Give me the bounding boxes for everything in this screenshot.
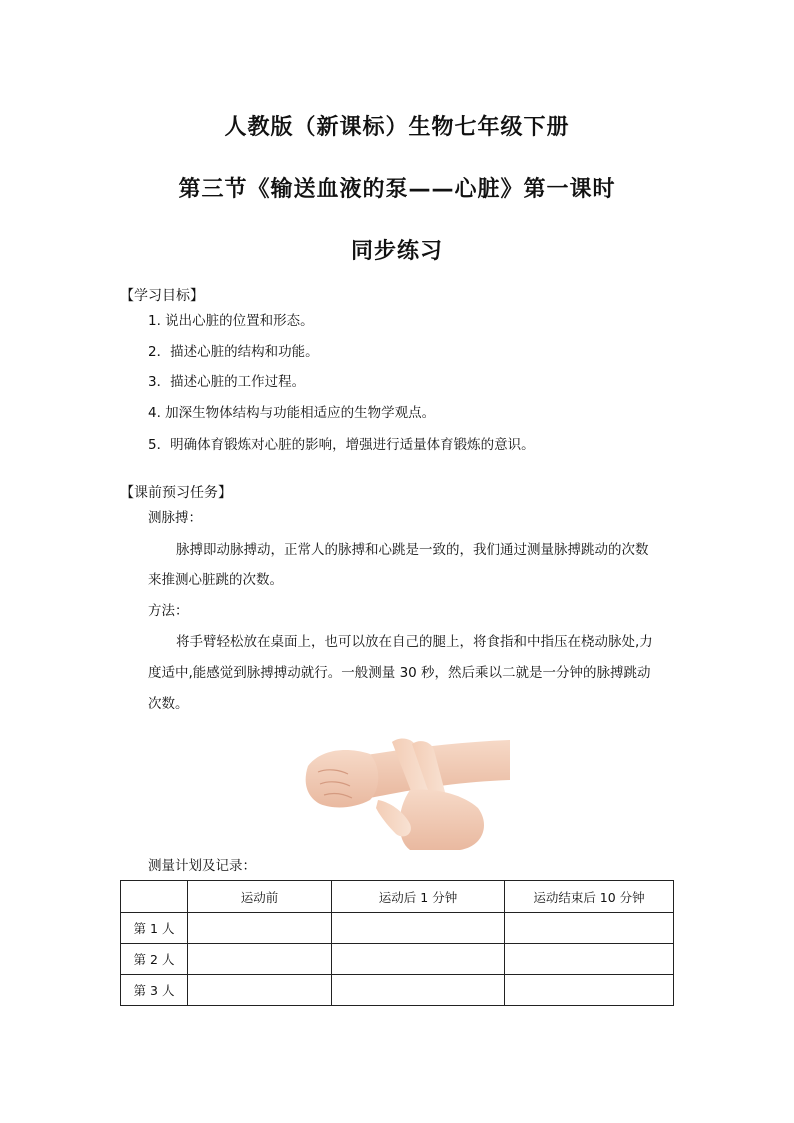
row-label: 第 2 人 — [121, 944, 188, 975]
pulse-text: 脉搏即动脉搏动，正常人的脉搏和心跳是一致的，我们通过测量脉搏跳动的次数 — [176, 542, 649, 558]
header-cell: 运动结束后 10 分钟 — [505, 881, 674, 913]
record-cell[interactable] — [188, 975, 332, 1006]
table-row — [121, 913, 674, 944]
objective-item: 1. 说出心脏的位置和形态。 — [148, 313, 314, 329]
row-label: 第 1 人 — [121, 913, 188, 944]
objective-item: 4. 加深生物体结构与功能相适应的生物学观点。 — [148, 405, 436, 421]
table-header-row — [121, 881, 674, 913]
record-cell[interactable] — [332, 975, 505, 1006]
header-cell — [121, 881, 188, 913]
pulse-label: 测脉搏： — [148, 510, 202, 526]
record-cell[interactable] — [332, 944, 505, 975]
document-title: 人教版（新课标）生物七年级下册 — [224, 115, 570, 140]
table-row — [121, 944, 674, 975]
measurement-record-table — [120, 880, 674, 1006]
pulse-text: 来推测心脏跳的次数。 — [148, 572, 283, 588]
record-cell[interactable] — [188, 944, 332, 975]
record-cell[interactable] — [505, 913, 674, 944]
preview-heading: 【课前预习任务】 — [120, 485, 232, 501]
record-cell[interactable] — [332, 913, 505, 944]
record-cell[interactable] — [505, 944, 674, 975]
method-text: 度适中,能感觉到脉搏搏动就行。一般测量 30 秒，然后乘以二就是一分钟的脉搏跳动 — [148, 665, 651, 681]
record-cell[interactable] — [505, 975, 674, 1006]
record-cell[interactable] — [188, 913, 332, 944]
objective-item: 2．描述心脏的结构和功能。 — [148, 344, 319, 360]
header-cell: 运动后 1 分钟 — [332, 881, 505, 913]
method-label: 方法： — [148, 603, 189, 619]
header-cell: 运动前 — [188, 881, 332, 913]
objective-item: 3．描述心脏的工作过程。 — [148, 374, 306, 390]
objective-item: 5．明确体育锻炼对心脏的影响，增强进行适量体育锻炼的意识。 — [148, 437, 535, 453]
table-row — [121, 975, 674, 1006]
row-label: 第 3 人 — [121, 975, 188, 1006]
pulse-measurement-photo — [300, 728, 510, 850]
method-text: 将手臂轻松放在桌面上，也可以放在自己的腿上，将食指和中指压在桡动脉处,力 — [176, 634, 653, 650]
exercise-title: 同步练习 — [350, 239, 443, 264]
method-text: 次数。 — [148, 696, 189, 712]
record-label: 测量计划及记录： — [148, 858, 256, 874]
lesson-title: 第三节《输送血液的泵——心脏》第一课时 — [178, 177, 616, 202]
objectives-heading: 【学习目标】 — [120, 288, 204, 304]
